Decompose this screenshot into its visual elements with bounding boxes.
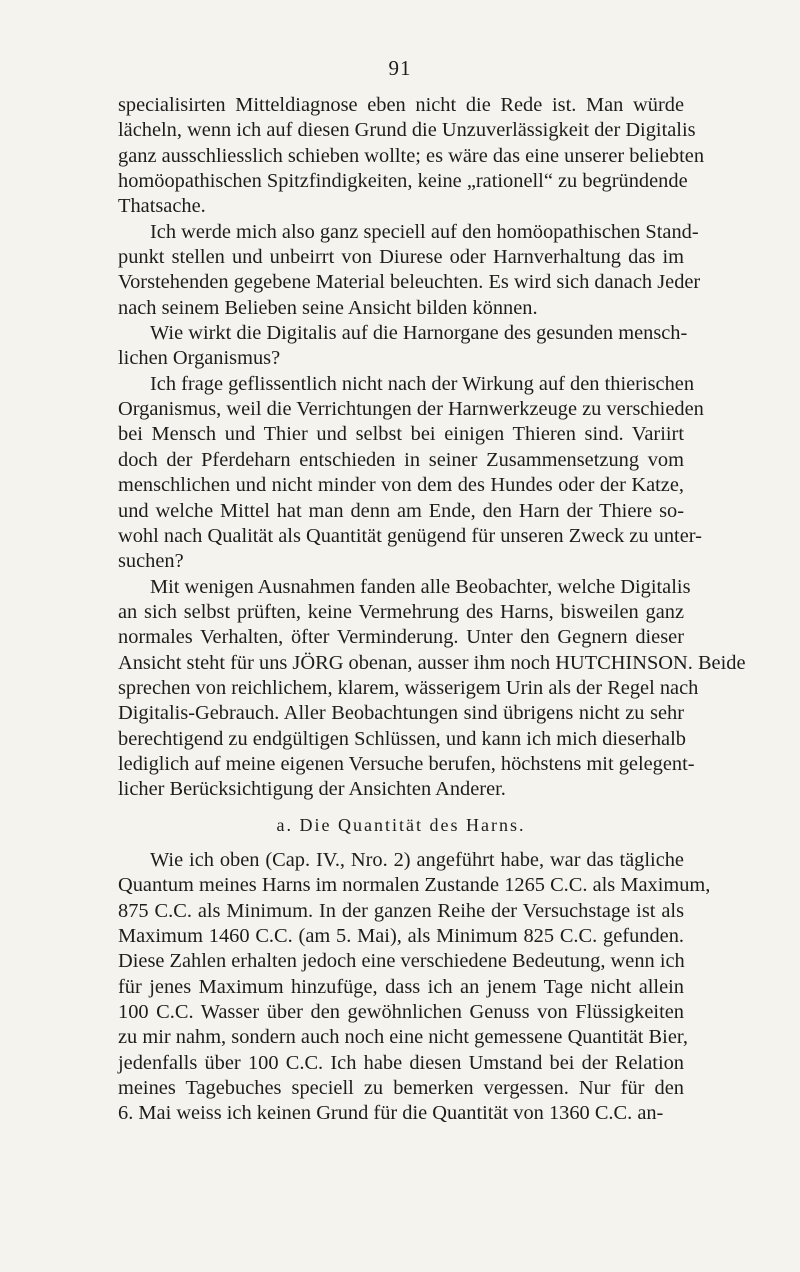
text-line: licher Berücksichtigung der Ansichten Anderer. (118, 778, 506, 801)
text-line: menschlichen und nicht minder von dem des Hundes oder der Katze, (118, 474, 684, 497)
text-line: wohl nach Qualität als Quantität genügend für unseren Zweck zu unter- (118, 524, 702, 547)
section-heading: a. Die Quantität des Harns. (276, 814, 526, 835)
text-line: Wie ich oben (Cap. IV., Nro. 2) angeführt habe, war das tägliche (150, 848, 684, 871)
text-line: normales Verhalten, öfter Verminderung. Unter den Gegnern dieser (118, 626, 684, 649)
text-line: suchen? (118, 550, 184, 573)
text-line: lediglich auf meine eigenen Versuche berufen, höchstens mit gelegent- (118, 752, 695, 775)
text-line: Vorstehenden gegebene Material beleuchten. Es wird sich danach Jeder (118, 271, 701, 294)
text-line: doch der Pferdeharn entschieden in seiner Zusammensetzung vom (118, 448, 684, 471)
text-line: Quantum meines Harns im normalen Zustande 1265 C.C. als Maximum, (118, 874, 711, 897)
paragraph (118, 93, 705, 220)
text-line: Ich frage geflissentlich nicht nach der Wirkung auf den thierischen (150, 372, 695, 395)
text-line: punkt stellen und unbeirrt von Diurese oder Harnverhaltung das im (118, 246, 684, 269)
text-line: Digitalis-Gebrauch. Aller Beobachtungen sind übrigens nicht zu sehr (118, 702, 684, 725)
paragraph (118, 575, 746, 803)
text-line: Maximum 1460 C.C. (am 5. Mai), als Minimum 825 C.C. gefunden. (118, 925, 684, 947)
paragraph (118, 220, 701, 321)
paragraph (118, 848, 711, 1127)
text-line: zu mir nahm, sondern auch noch eine nicht gemessene Quantität Bier, (118, 1026, 688, 1049)
text-line: Ansicht steht für uns JÖRG obenan, ausser ihm noch HUTCHINSON. Beide (118, 651, 746, 674)
text-line: sprechen von reichlichem, klarem, wässerigem Urin als der Regel nach (118, 676, 699, 699)
text-line: lächeln, wenn ich auf diesen Grund die Unzuverlässigkeit der Digitalis (118, 119, 696, 142)
text-line: Diese Zahlen erhalten jedoch eine verschiedene Bedeutung, wenn ich (118, 950, 685, 973)
text-line: und welche Mittel hat man denn am Ende, den Harn der Thiere so- (118, 499, 684, 522)
paragraphs-before-heading (118, 93, 746, 803)
text-line: homöopathischen Spitzfindigkeiten, keine „rationell“ zu begründende (118, 170, 688, 193)
text-line: für jenes Maximum hinzufüge, dass ich an jenem Tage nicht allein (118, 975, 684, 998)
paragraph (118, 321, 688, 372)
text-line: 875 C.C. als Minimum. In der ganzen Reihe der Versuchstage ist als (118, 899, 684, 922)
text-line: Wie wirkt die Digitalis auf die Harnorgane des gesunden mensch- (150, 322, 688, 345)
text-line: Mit wenigen Ausnahmen fanden alle Beobachter, welche Digitalis (150, 575, 691, 598)
page-number: 91 (388, 56, 412, 80)
text-line: lichen Organismus? (118, 347, 281, 370)
text-line: an sich selbst prüften, keine Vermehrung des Harns, bisweilen ganz (118, 600, 684, 623)
text-line: jedenfalls über 100 C.C. Ich habe diesen Umstand bei der Relation (118, 1051, 684, 1074)
text-line: Organismus, weil die Verrichtungen der Harnwerkzeuge zu verschieden (118, 398, 704, 421)
text-line: bei Mensch und Thier und selbst bei einigen Thieren sind. Variirt (118, 423, 684, 446)
text-line: 100 C.C. Wasser über den gewöhnlichen Genuss von Flüssigkeiten (118, 1001, 684, 1024)
text-line: 6. Mai weiss ich keinen Grund für die Quantität von 1360 C.C. an- (118, 1102, 664, 1125)
text-line: meines Tagebuches speciell zu bemerken vergessen. Nur für den (118, 1077, 684, 1100)
text-line: Ich werde mich also ganz speciell auf den homöopathischen Stand- (150, 220, 699, 243)
text-line: Thatsache. (118, 195, 206, 218)
text-line: berechtigend zu endgültigen Schlüssen, und kann ich mich dieserhalb (118, 727, 686, 750)
body-text (118, 93, 746, 1127)
paragraphs-after-heading (118, 848, 711, 1127)
text-line: ganz ausschliesslich schieben wollte; es wäre das eine unserer beliebten (118, 144, 705, 167)
text-line: nach seinem Belieben seine Ansicht bilden können. (118, 296, 538, 319)
paragraph (118, 372, 704, 575)
text-line: specialisirten Mitteldiagnose eben nicht die Rede ist. Man würde (118, 94, 684, 116)
